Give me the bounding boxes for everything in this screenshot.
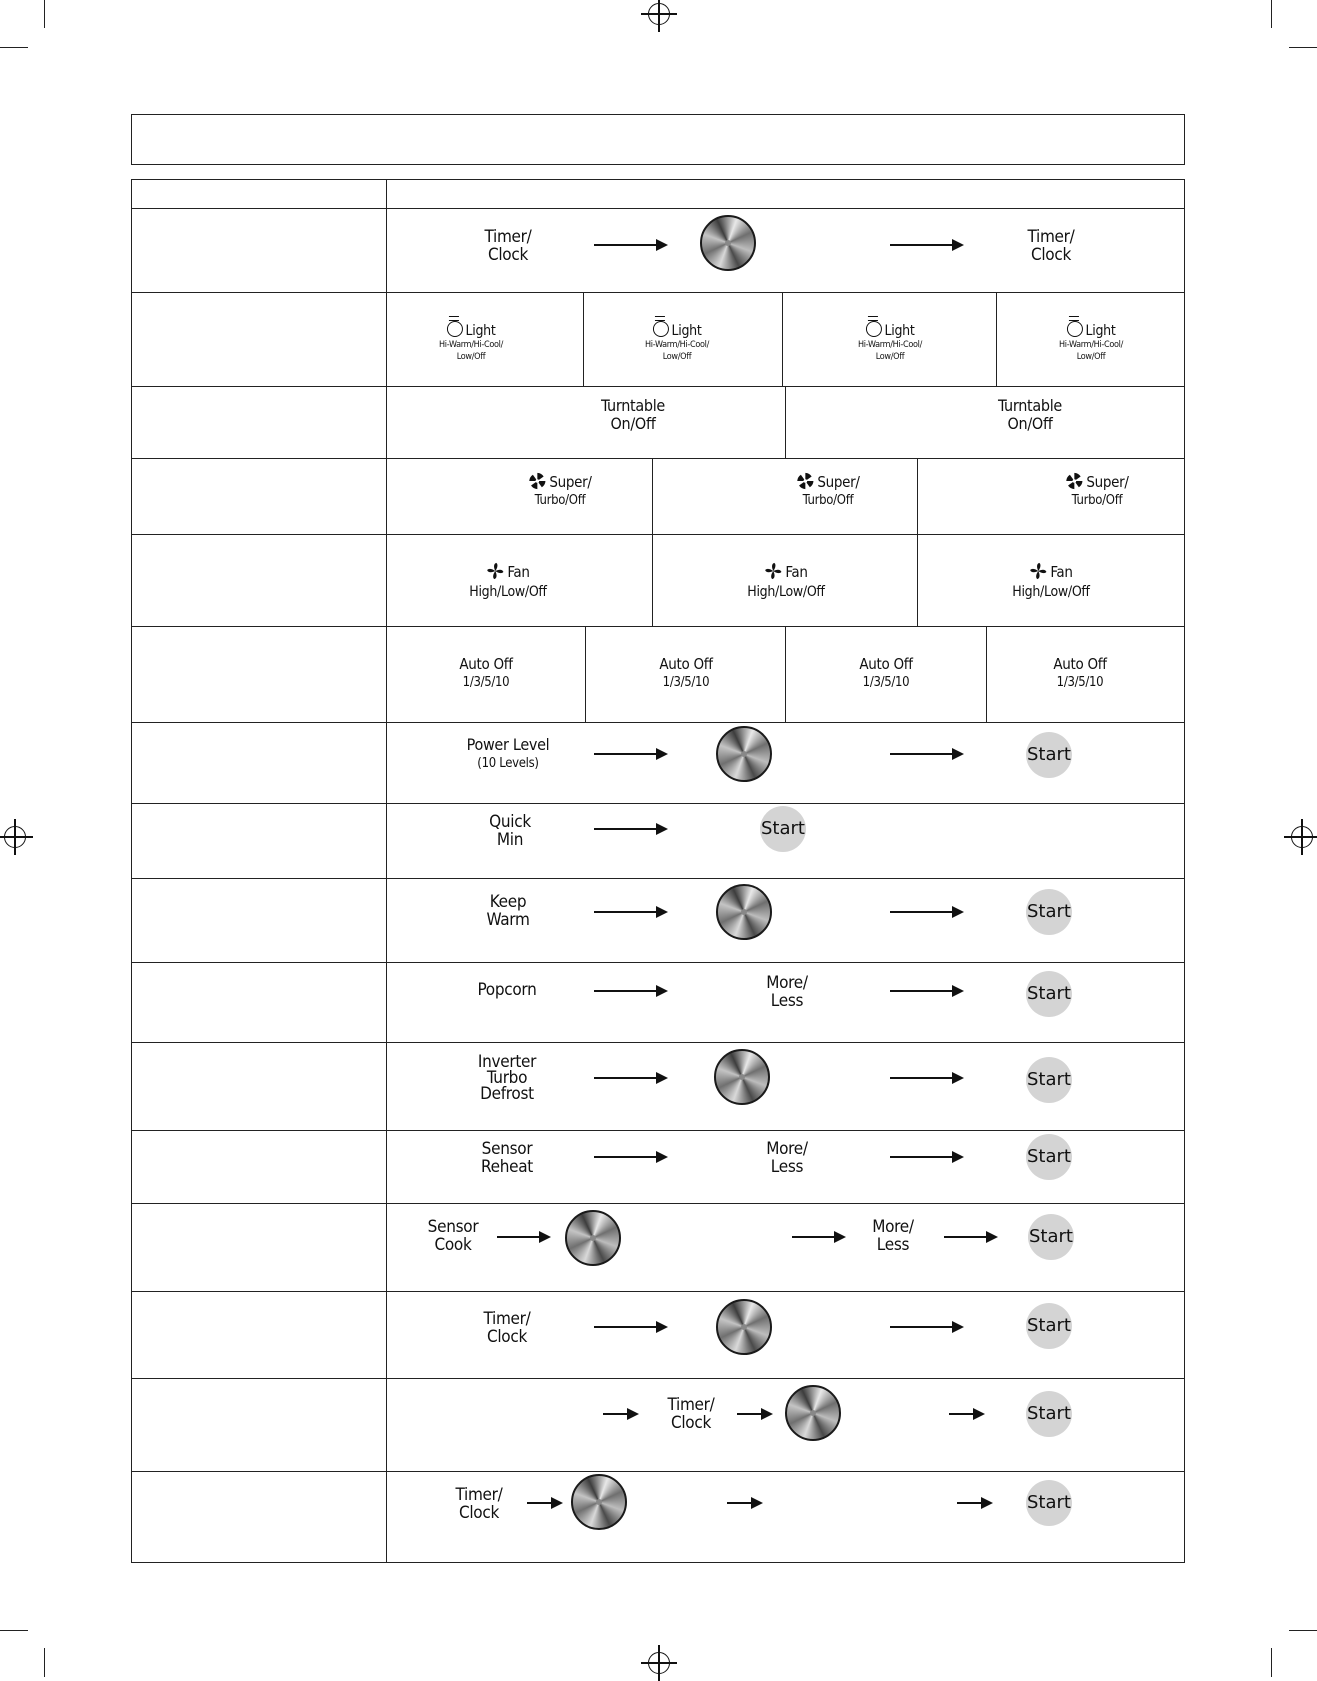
cell-divider [652, 458, 653, 534]
row-divider [131, 534, 1185, 535]
crop-mark [0, 47, 28, 48]
arrow-icon [727, 1502, 761, 1504]
row-divider [131, 292, 1185, 293]
arrow-icon [890, 1077, 962, 1079]
cell-divider [917, 458, 918, 534]
arrow-icon [957, 1502, 991, 1504]
arrow-icon [527, 1502, 561, 1504]
inverter-turbo-defrost-button[interactable]: Inverter Turbo Defrost [477, 1052, 537, 1104]
start-button[interactable]: Start [1028, 1214, 1074, 1260]
arrow-icon [594, 244, 666, 246]
arrow-icon [594, 911, 666, 913]
start-button[interactable]: Start [1026, 889, 1072, 935]
cell-divider [785, 386, 786, 458]
keep-warm-button[interactable]: Keep Warm [486, 892, 530, 930]
registration-mark-icon [1291, 826, 1313, 848]
crop-mark [44, 0, 45, 28]
turntable-button[interactable]: Turntable On/Off [997, 396, 1063, 433]
cell-divider [996, 292, 997, 386]
popcorn-button[interactable]: Popcorn [477, 980, 537, 1000]
crop-mark [1271, 0, 1272, 28]
timer-clock-button[interactable]: Timer/ Clock [483, 1309, 531, 1347]
timer-clock-button[interactable]: Timer/ Clock [667, 1395, 715, 1433]
light-button[interactable]: Light Hi-Warm/Hi-Cool/ Low/Off [1058, 323, 1124, 362]
fan-button[interactable]: Fan High/Low/Off [1012, 563, 1090, 600]
row-divider [131, 1471, 1185, 1472]
cell-divider [782, 292, 783, 386]
timer-clock-button[interactable]: Timer/ Clock [455, 1485, 503, 1523]
arrow-icon [594, 753, 666, 755]
timer-clock-button[interactable]: Timer/ Clock [484, 227, 532, 265]
row-divider [131, 458, 1185, 459]
turbo-fan-icon [796, 472, 814, 490]
sensor-cook-button[interactable]: Sensor Cook [427, 1217, 479, 1255]
row-divider [131, 962, 1185, 963]
cell-divider [986, 626, 987, 722]
more-less-button[interactable]: More/ Less [872, 1217, 914, 1255]
auto-off-button[interactable]: Auto Off 1/3/5/10 [859, 655, 913, 690]
start-button[interactable]: Start [1026, 1134, 1072, 1180]
crop-mark [1271, 1648, 1272, 1677]
auto-off-button[interactable]: Auto Off 1/3/5/10 [1053, 655, 1107, 690]
arrow-icon [594, 1326, 666, 1328]
arrow-icon [594, 1077, 666, 1079]
turbo-fan-icon [528, 472, 546, 490]
arrow-icon [594, 1156, 666, 1158]
arrow-icon [497, 1236, 549, 1238]
fan-icon [1029, 562, 1047, 580]
dial-knob-icon[interactable] [565, 1210, 621, 1266]
cell-divider [917, 534, 918, 626]
arrow-icon [792, 1236, 844, 1238]
arrow-icon [944, 1236, 996, 1238]
light-button[interactable]: Light Hi-Warm/Hi-Cool/ Low/Off [857, 323, 923, 362]
more-less-button[interactable]: More/ Less [766, 973, 808, 1011]
start-button[interactable]: Start [1026, 1480, 1072, 1526]
arrow-icon [890, 990, 962, 992]
row-divider [131, 803, 1185, 804]
quick-min-button[interactable]: Quick Min [489, 812, 531, 850]
arrow-icon [594, 828, 666, 830]
auto-off-button[interactable]: Auto Off 1/3/5/10 [659, 655, 713, 690]
crop-mark [1289, 1630, 1317, 1631]
super-turbo-button[interactable]: Super/ Turbo/Off [528, 472, 591, 509]
row-divider [131, 1130, 1185, 1131]
dial-knob-icon[interactable] [700, 215, 756, 271]
fan-button[interactable]: Fan High/Low/Off [469, 563, 547, 600]
power-level-button[interactable]: Power Level (10 Levels) [466, 735, 550, 771]
timer-clock-button[interactable]: Timer/ Clock [1027, 227, 1075, 265]
arrow-icon [890, 753, 962, 755]
title-box [131, 114, 1185, 165]
row-divider [131, 1042, 1185, 1043]
registration-mark-icon [4, 826, 26, 848]
arrow-icon [594, 990, 666, 992]
arrow-icon [890, 911, 962, 913]
dial-knob-icon[interactable] [716, 726, 772, 782]
start-button[interactable]: Start [1026, 732, 1072, 778]
turbo-fan-icon [1065, 472, 1083, 490]
light-bulb-icon [1067, 321, 1083, 337]
light-button[interactable]: Light Hi-Warm/Hi-Cool/ Low/Off [644, 323, 710, 362]
arrow-icon [737, 1413, 771, 1415]
super-turbo-button[interactable]: Super/ Turbo/Off [796, 472, 859, 509]
crop-mark [1289, 47, 1317, 48]
row-divider [131, 208, 1185, 209]
row-divider [131, 722, 1185, 723]
start-button[interactable]: Start [1026, 1303, 1072, 1349]
auto-off-button[interactable]: Auto Off 1/3/5/10 [459, 655, 513, 690]
registration-mark-icon [648, 3, 670, 25]
cell-divider [652, 534, 653, 626]
light-button[interactable]: Light Hi-Warm/Hi-Cool/ Low/Off [438, 323, 504, 362]
dial-knob-icon[interactable] [785, 1385, 841, 1441]
dial-knob-icon[interactable] [716, 1299, 772, 1355]
light-bulb-icon [447, 321, 463, 337]
fan-icon [486, 562, 504, 580]
start-button[interactable]: Start [1026, 1391, 1072, 1437]
arrow-icon [890, 1326, 962, 1328]
row-divider [131, 878, 1185, 879]
arrow-icon [890, 1156, 962, 1158]
light-bulb-icon [653, 321, 669, 337]
cell-divider [785, 626, 786, 722]
arrow-icon [949, 1413, 983, 1415]
cell-divider [585, 626, 586, 722]
row-divider [131, 626, 1185, 627]
cell-divider [583, 292, 584, 386]
start-button[interactable]: Start [1026, 1057, 1072, 1103]
light-bulb-icon [866, 321, 882, 337]
fan-button[interactable]: Fan High/Low/Off [747, 563, 825, 600]
turntable-button[interactable]: Turntable On/Off [600, 396, 666, 433]
row-divider [131, 1378, 1185, 1379]
more-less-button[interactable]: More/ Less [766, 1139, 808, 1177]
arrow-icon [890, 244, 962, 246]
row-divider [131, 386, 1185, 387]
fan-icon [764, 562, 782, 580]
super-turbo-button[interactable]: Super/ Turbo/Off [1065, 472, 1128, 509]
dial-knob-icon[interactable] [716, 884, 772, 940]
row-divider [131, 1291, 1185, 1292]
arrow-icon [603, 1413, 637, 1415]
start-button[interactable]: Start [1026, 971, 1072, 1017]
sensor-reheat-button[interactable]: Sensor Reheat [481, 1139, 533, 1177]
row-divider [131, 1203, 1185, 1204]
dial-knob-icon[interactable] [571, 1474, 627, 1530]
crop-mark [0, 1630, 28, 1631]
registration-mark-icon [648, 1652, 670, 1674]
dial-knob-icon[interactable] [714, 1049, 770, 1105]
start-button[interactable]: Start [760, 806, 806, 852]
crop-mark [44, 1648, 45, 1677]
